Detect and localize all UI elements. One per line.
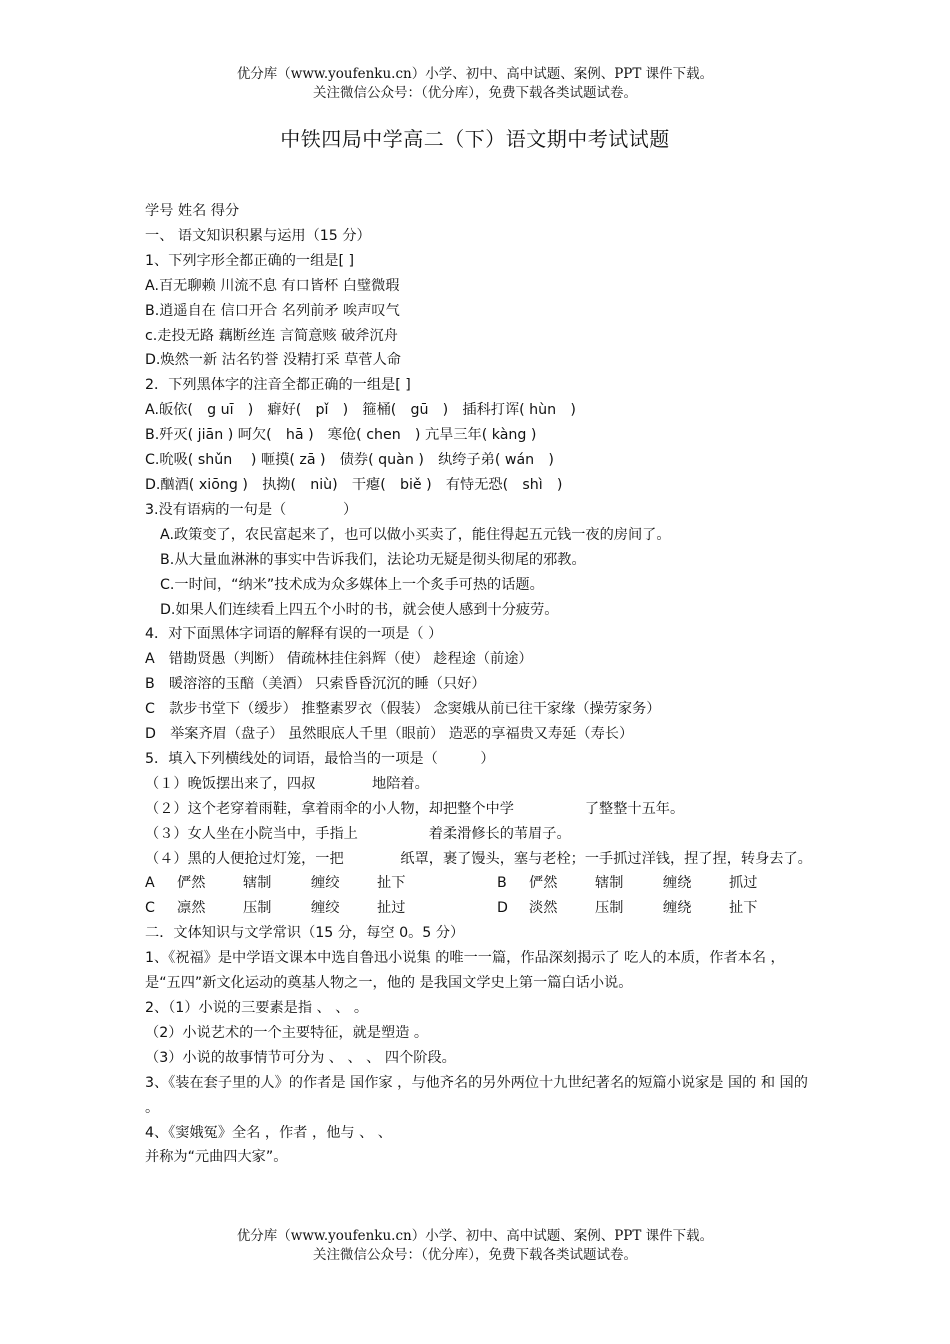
lit-question-1: 1、《祝福》是中学语文课本中选自鲁迅小说集 的唯一一篇，作品深刻揭示了 吃人的本质，作者本名 ，是“五四”新文化运动的奠基人物之一，他的 是我国文学史上第一篇白话小说。 — [145, 950, 785, 992]
footer-line-1: 优分库（www.youfenku.cn）小学、初中、高中试题、案例、PPT 课件下载。 — [236, 1228, 714, 1244]
question-1: 1、下列字形全都正确的一组是[ ] — [145, 252, 355, 269]
q3-option-a: A.政策变了，农民富起来了，也可以做小买卖了，能住得起五元钱一夜的房间了。 — [160, 526, 671, 543]
page-header — [0, 65, 950, 103]
q2-option-d: D.酗酒( xiōng ) 执拗( niù) 干瘪( biě ) 有恃无恐( shì ) — [145, 476, 563, 493]
option-word: 俨然 — [529, 875, 558, 892]
q5-blank-2: （２）这个老穿着雨鞋，拿着雨伞的小人物，却把整个中学 了整整十五年。 — [145, 800, 685, 817]
q1-option-a: A.百无聊赖 川流不息 有口皆杯 白璧微瑕 — [145, 277, 400, 294]
q3-option-c: C.一时间，“纳米”技术成为众多媒体上一个炙手可热的话题。 — [160, 576, 544, 593]
lit-question-2: 2、（1）小说的三要素是指 、 、 。 — [145, 1000, 369, 1016]
header-line-1: 优分库（www.youfenku.cn）小学、初中、高中试题、案例、PPT 课件下载。 — [236, 66, 714, 82]
option-word: 压制 — [595, 900, 624, 917]
question-3: 3.没有语病的一句是（ ） — [145, 501, 358, 518]
question-2: 2．下列黑体字的注音全都正确的一组是[ ] — [145, 377, 411, 394]
q5-options-row-2 — [145, 896, 815, 921]
exam-body — [145, 199, 815, 1170]
footer-line-2: 关注微信公众号：（优分库），免费下载各类试题试卷。 — [313, 1247, 637, 1263]
q2-option-a: A.皈依( g uī ) 癖好( pǐ ) 箍桶( gū ) 插科打诨( hùn ) — [145, 402, 576, 419]
lit-question-2-part-2: （2）小说艺术的一个主要特征，就是塑造 。 — [145, 1024, 429, 1041]
q5-blank-1: （１）晚饭摆出来了，四叔 地陪着。 — [145, 775, 429, 792]
exam-title: 中铁四局中学高二（下）语文期中考试试题 — [280, 127, 670, 151]
option-letter: C — [145, 900, 155, 917]
q1-option-b: B.逍遥自在 信口开合 名列前矛 唉声叹气 — [145, 302, 400, 319]
q2-option-c: C.吮吸( shǔn ) 咂摸( zā ) 债券( quàn ) 纨绔子弟( wán ) — [145, 452, 554, 469]
lit-question-2-part-3: （3）小说的故事情节可分为 、 、 、 四个阶段。 — [145, 1049, 456, 1066]
header-line-2: 关注微信公众号：（优分库），免费下载各类试题试卷。 — [313, 85, 637, 101]
option-word: 抓过 — [729, 875, 758, 892]
option-word: 扯下 — [729, 900, 758, 917]
page-footer — [0, 1227, 950, 1265]
option-word: 辖制 — [595, 875, 624, 892]
q5-options-row-1 — [145, 871, 815, 896]
option-word: 扯过 — [377, 900, 406, 917]
lit-question-3: 3、《装在套子里的人》的作者是 国作家 ，与他齐名的另外两位十九世纪著名的短篇小说家是 国的 和 国的 。 — [145, 1074, 808, 1116]
q1-option-c: c.走投无路 藕断丝连 言简意赅 破斧沉舟 — [145, 327, 398, 344]
q3-option-b: B.从大量血淋淋的事实中告诉我们，法论功无疑是彻头彻尾的邪教。 — [160, 551, 586, 568]
section-1-heading: 一、 语文知识积累与运用（15 分） — [145, 227, 371, 244]
option-letter: B — [497, 875, 507, 892]
lit-question-4-cont: 并称为“元曲四大家”。 — [145, 1149, 288, 1166]
option-word: 缠绕 — [663, 900, 692, 917]
option-word: 扯下 — [377, 875, 406, 892]
q5-blank-4: （４）黑的人便抢过灯笼，一把 纸罩，裹了馒头，塞与老栓；一手抓过洋钱，捏了捏，转身去了。 — [145, 850, 812, 867]
question-4: 4．对下面黑体字词语的解释有误的一项是（ ） — [145, 626, 443, 643]
q5-blank-3: （３）女人坐在小院当中，手指上 着柔滑修长的苇眉子。 — [145, 825, 571, 842]
question-5: 5．填入下列横线处的词语，最恰当的一项是（ ） — [145, 750, 495, 767]
option-word: 淡然 — [529, 900, 558, 917]
option-word: 缠绞 — [311, 900, 340, 917]
option-word: 缠绞 — [311, 875, 340, 892]
student-info-line: 学号 姓名 得分 — [145, 203, 240, 219]
option-word: 俨然 — [177, 875, 206, 892]
lit-question-4: 4、《窦娥冤》全名 ，作者 ，他与 、 、 — [145, 1124, 392, 1141]
q4-option-c: C 款步书堂下（缓步） 推整素罗衣（假装） 念窦娥从前已往干家缘（操劳家务） — [145, 701, 661, 718]
q4-option-a: A 错勘贤愚（判断） 倩疏林挂住斜辉（使） 趁程途（前途） — [145, 651, 533, 668]
option-letter: D — [497, 900, 508, 917]
q4-option-b: B 暖溶溶的玉醅（美酒） 只索昏昏沉沉的睡（只好） — [145, 676, 486, 693]
section-2-heading: 二．文体知识与文学常识（15 分，每空 0。5 分） — [145, 925, 465, 942]
option-word: 辖制 — [243, 875, 272, 892]
option-word: 缠绕 — [663, 875, 692, 892]
q4-option-d: D 举案齐眉（盘子） 虽然眼底人千里（眼前） 造恶的享福贵又寿延（寿长） — [145, 726, 634, 743]
q1-option-d: D.焕然一新 沽名钓誉 没精打采 草菅人命 — [145, 352, 401, 369]
option-word: 凛然 — [177, 900, 206, 917]
option-letter: A — [145, 875, 155, 892]
q3-option-d: D.如果人们连续看上四五个小时的书，就会使人感到十分疲劳。 — [160, 601, 559, 618]
option-word: 压制 — [243, 900, 272, 917]
q2-option-b: B.歼灭( jiān ) 呵欠( hā ) 寒伧( chen ) 亢旱三年( kàng ) — [145, 427, 537, 444]
